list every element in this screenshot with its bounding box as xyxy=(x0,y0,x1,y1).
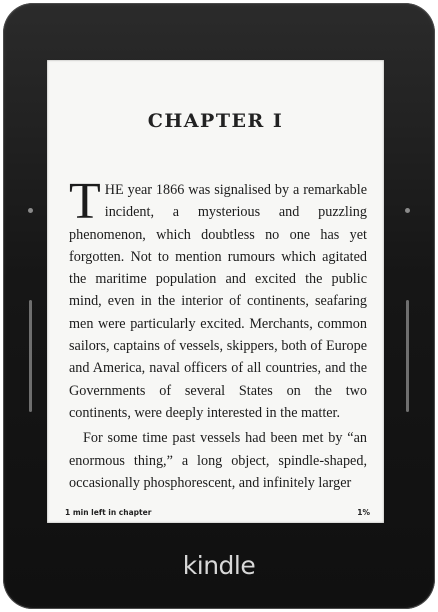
book-text xyxy=(69,173,367,494)
paragraph-2: For some time past vessels had been met by “an enormous thing,” a long object, spindle-shaped, occasionally phosphorescent, and infinitely larger xyxy=(69,430,367,491)
left-page-dot-indicator xyxy=(28,208,33,213)
right-page-turn-button[interactable] xyxy=(406,300,409,412)
reading-progress: 1% xyxy=(357,508,370,517)
chapter-title: CHAPTER I xyxy=(147,110,284,132)
reading-screen[interactable] xyxy=(47,60,384,523)
paragraph-1-text: HE year 1866 was signalised by a remarkable incident, a mysterious and puzzling phenomenon, which doubtless no one has yet forgotten. Not to mention rumours which agitated the maritime population and excited the public mind, even in the interior of continents, seafaring men were particularly excited. Merchants, common sailors, captains of vessels, skippers, both of Europe and America, naval officers of all countries, and the Governments of several States on the two continents, were deeply interested in the matter. xyxy=(69,182,367,421)
drop-cap: T xyxy=(69,173,101,230)
right-page-dot-indicator xyxy=(405,208,410,213)
time-left-in-chapter: 1 min left in chapter xyxy=(65,508,152,517)
paragraph-1 xyxy=(69,173,367,424)
left-page-turn-button[interactable] xyxy=(29,300,32,412)
kindle-logo: kindle xyxy=(182,551,256,580)
